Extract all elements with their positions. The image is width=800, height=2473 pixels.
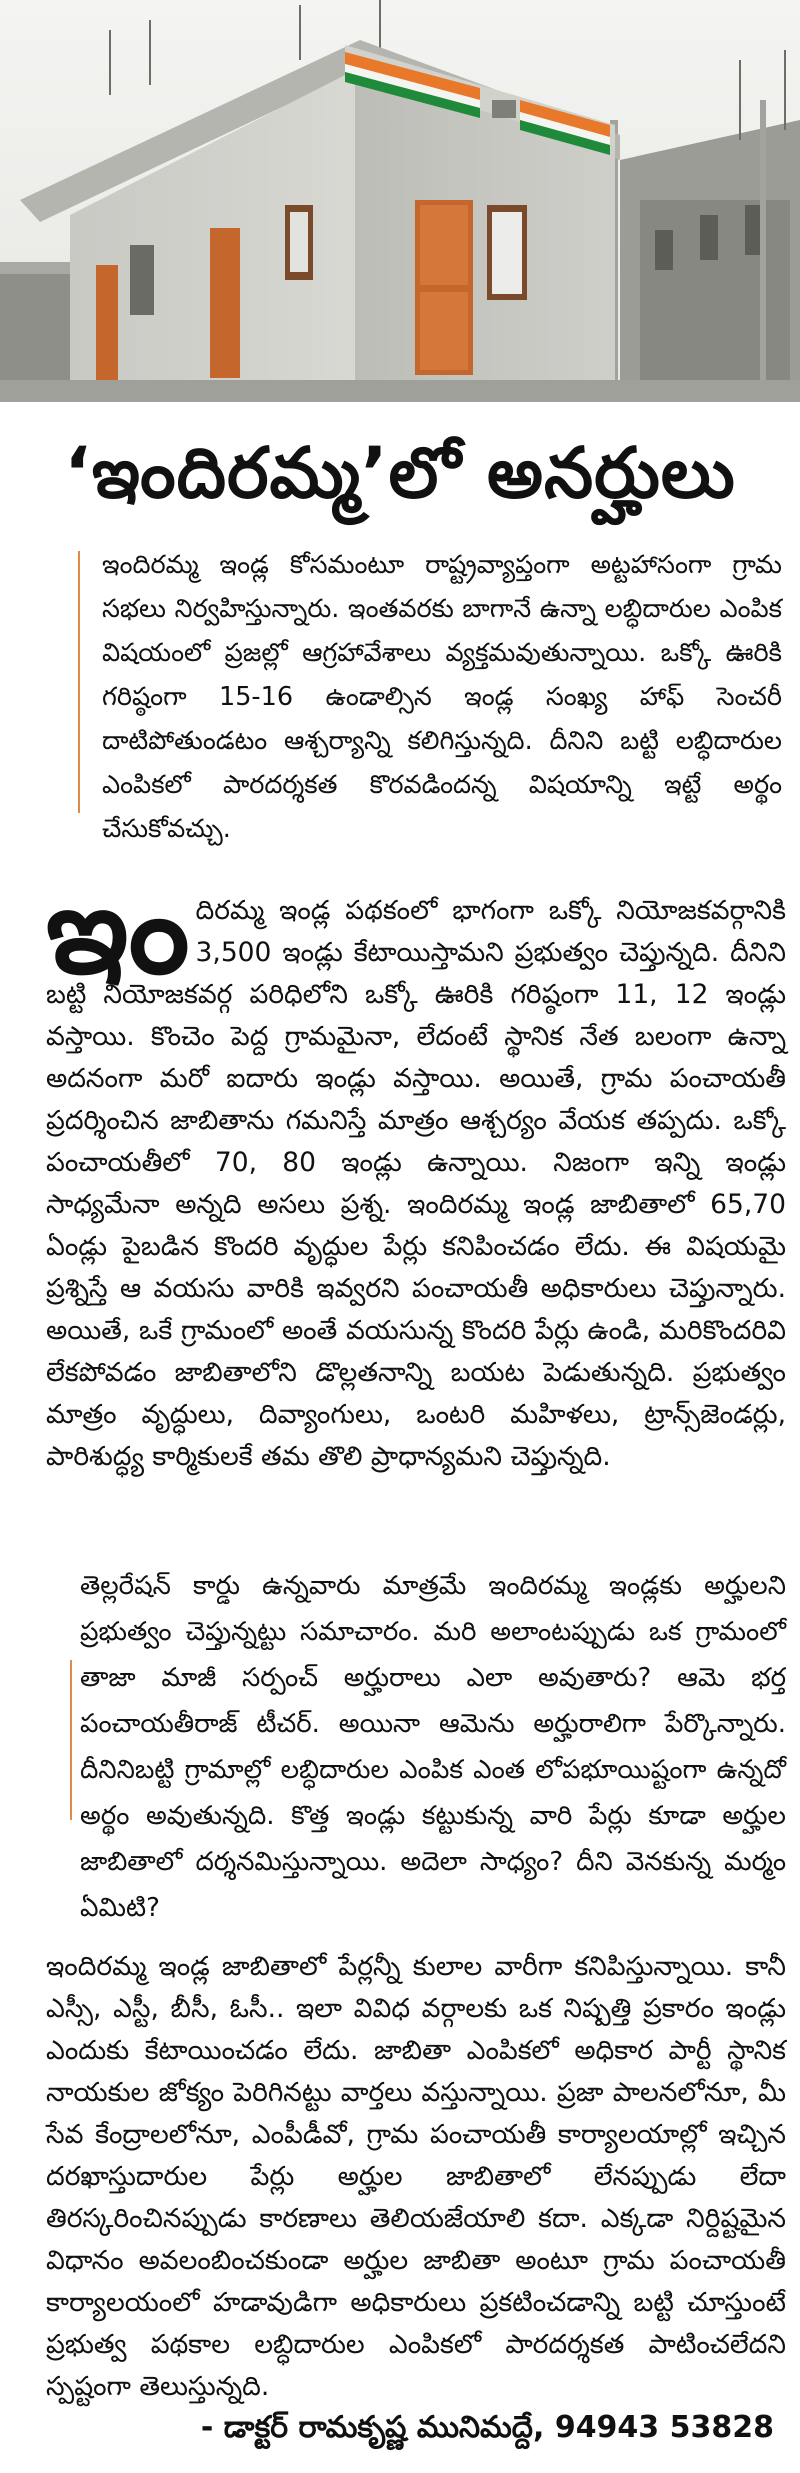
author-byline: - డాక్టర్ రామకృష్ణ మునిమద్దే, 94943 53828: [200, 2410, 774, 2445]
intro-paragraph: ఇందిరమ్మ ఇండ్ల కోసమంటూ రాష్ట్రవ్యాప్తంగా అట్టహాసంగా గ్రామ సభలు నిర్వహిస్తున్నారు. ఇంతవరకు బాగానే ఉన్నా లబ్ధిదారుల ఎంపిక విషయంలో ప్రజల్లో ఆగ్రహావేశాలు వ్యక్తమవుతున్నాయి. ఒక్కో ఊరికి గరిష్ఠంగా 15-16 ఉండాల్సిన ఇండ్ల సంఖ్య హాఫ్ సెంచరీ దాటిపోతుండటం ఆశ్చర్యాన్ని కలిగిస్తున్నది. దీనిని బట్టి లబ్ధిదారుల ఎంపికలో పారదర్శకత కొరవడిందన్న విషయాన్ని ఇట్టే అర్థం చేసుకోవచ్చు.: [102, 550, 782, 844]
highlight-paragraph: తెల్లరేషన్ కార్డు ఉన్నవారు మాత్రమే ఇందిరమ్మ ఇండ్లకు అర్హులని ప్రభుత్వం చెప్తున్నట్టు సమాచారం. మరి అలాంటప్పుడు ఒక గ్రామంలో తాజా మాజీ సర్పంచ్ అర్హురాలు ఎలా అవుతారు? ఆమె భర్త పంచాయతీరాజ్ టీచర్. అయినా ఆమెను అర్హురాలిగా పేర్కొన్నారు. దీనినిబట్టి గ్రామాల్లో లబ్ధిదారుల ఎంపిక ఎంత లోపభూయిష్టంగా ఉన్నదో అర్థం అవుతున్నది. కొత్త ఇండ్లు కట్టుకున్న వారి పేర్లు కూడా అర్హుల జాబితాలో దర్శనమిస్తున్నాయి. అదెలా సాధ్యం? దీని వెనకున్న మర్మం ఏమిటి?: [80, 1571, 786, 1923]
body-paragraph-1-text: దిరమ్మ ఇండ్ల పథకంలో భాగంగా ఒక్కో నియోజకవర్గానికి 3,500 ఇండ్లు కేటాయిస్తామని ప్రభుత్వం చెప్తున్నది. దీనిని బట్టి నియోజకవర్గ పరిధిలోని ఒక్కో ఊరికి గరిష్ఠంగా 11, 12 ఇండ్లు వస్తాయి. కొంచెం పెద్ద గ్రామమైనా, లేదంటే స్థానిక నేత బలంగా ఉన్నా అదనంగా మరో ఐదారు ఇండ్లు వస్తాయి. అయితే, గ్రామ పంచాయతీ ప్రదర్శించిన జాబితాను గమనిస్తే మాత్రం ఆశ్చర్యం వేయక తప్పదు. ఒక్కో పంచాయతీలో 70, 80 ఇండ్లు ఉన్నాయి. నిజంగా ఇన్ని ఇండ్లు సాధ్యమేనా అన్నది అసలు ప్రశ్న. ఇందిరమ్మ ఇండ్ల జాబితాలో 65,70 ఏండ్లు పైబడిన కొందరి వృద్ధుల పేర్లు కనిపించడం లేదు. ఈ విషయమై ప్రశ్నిస్తే ఆ వయసు వారికి ఇవ్వరని పంచాయతీ అధికారులు చెప్తున్నారు. అయితే, ఒకే గ్రామంలో అంతే వయసున్న కొందరి పేర్లు ఉండి, మరికొందరివి లేకపోవడం జాబితాలోని డొల్లతనాన్ని బయట పెడుతున్నది. ప్రభుత్వం మాత్రం వృద్ధులు, దివ్యాంగులు, ఒంటరి మహిళలు, ట్రాన్స్‌జెండర్లు, పారిశుద్ధ్య కార్మికులకే తమ తొలి ప్రాధాన్యమని చెప్తున్నది.: [46, 895, 786, 1472]
drop-cap: ఇం: [46, 862, 188, 1001]
quote-accent-bar: [70, 1660, 72, 1820]
body-paragraph-1: [46, 862, 786, 1478]
house-photo: [0, 0, 800, 402]
body-paragraph-2: ఇందిరమ్మ ఇండ్ల జాబితాలో పేర్లన్నీ కులాల వారీగా కనిపిస్తున్నాయి. కానీ ఎస్సీ, ఎస్టీ, బీసీ, ఓసీ.. ఇలా వివిధ వర్గాలకు ఒక నిష్పత్తి ప్రకారం ఇండ్లు ఎందుకు కేటాయించడం లేదు. జాబితా ఎంపికలో అధికార పార్టీ స్థానిక నాయకుల జోక్యం పెరిగినట్టు వార్తలు వస్తున్నాయి. ప్రజా పాలనలోనూ, మీ సేవ కేంద్రాలలోనూ, ఎంపీడీవో, గ్రామ పంచాయతీ కార్యాలయాల్లో ఇచ్చిన దరఖాస్తుదారుల పేర్లు అర్హుల జాబితాలో లేనప్పుడు లేదా తిరస్కరించినప్పుడు కారణాలు తెలియజేయాలి కదా. ఎక్కడా నిర్దిష్టమైన విధానం అవలంబించకుండా అర్హుల జాబితా అంటూ గ్రామ పంచాయతీ కార్యాలయంలో హడావుడిగా అధికారులు ప్రకటించడాన్ని బట్టి చూస్తుంటే ప్రభుత్వ పథకాల లబ్ధిదారుల ఎంపికలో పారదర్శకత పాటించలేదని స్పష్టంగా తెలుస్తున్నది.: [46, 1951, 786, 2402]
headline: ‘ఇందిరమ్మ’లో అనర్హులు: [64, 432, 736, 514]
intro-accent-bar: [78, 551, 80, 813]
